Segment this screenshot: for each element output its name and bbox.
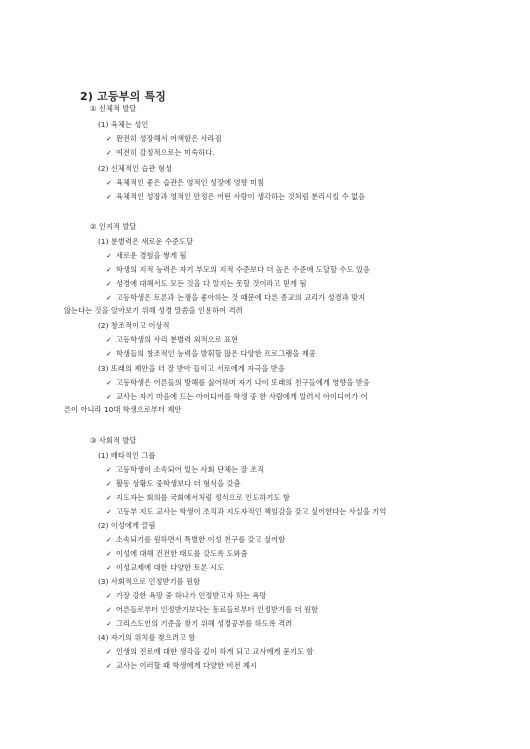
bullet-text: 고등부 지도 교사는 학생이 조직과 지도자적인 책임감을 갖고 싶어한다는 사실을 기억: [116, 507, 387, 516]
bullet-text: 교사는 이러할 때 학생에게 다양한 비전 제시: [116, 661, 258, 670]
bullet-item: [106, 378, 370, 388]
sub-heading: (1) 육체는 성인: [98, 120, 149, 129]
check-icon: ✓: [106, 606, 112, 614]
bullet-item: [106, 647, 314, 657]
bullet-item: [106, 178, 264, 188]
check-icon: ✓: [106, 280, 112, 288]
bullet-text: 지도자는 회의를 국회에서처럼 정식으로 인도하기도 함: [116, 493, 290, 502]
bullet-item: [106, 549, 248, 559]
section-heading: ③ 사회적 발달: [90, 436, 137, 445]
bullet-item: [106, 535, 285, 545]
bullet-item: [106, 507, 386, 517]
bullet-text: 완전히 성장해서 어색함은 사라짐: [116, 134, 222, 143]
sub-heading: (4) 자기의 위치를 찾으려고 함: [98, 633, 196, 642]
check-icon: ✓: [106, 294, 112, 302]
bullet-item: [106, 591, 267, 601]
bullet-continuation: 른이 아니라 10대 학생으로부터 제안: [64, 405, 182, 414]
check-icon: ✓: [106, 266, 112, 274]
check-icon: ✓: [106, 648, 112, 656]
bullet-text: 성경에 대해서도 모든 것을 다 알지는 못할 것이라고 믿게 됨: [116, 279, 307, 288]
check-icon: ✓: [106, 592, 112, 600]
check-icon: ✓: [106, 550, 112, 558]
bullet-item: [106, 493, 290, 503]
bullet-item: [106, 349, 316, 359]
bullet-text: 활동 상황도 중학생보다 더 형식을 갖춤: [116, 479, 241, 488]
bullet-text: 고등학생은 토론과 논쟁을 좋아하는 것 때문에 다른 종교의 교리가 성경과 맞지: [116, 293, 366, 302]
check-icon: ✓: [106, 508, 112, 516]
check-icon: ✓: [106, 620, 112, 628]
section-heading: ① 신체적 발달: [90, 104, 137, 113]
check-icon: ✓: [106, 564, 112, 572]
bullet-text: 가장 강한 욕망 중 하나가 인정받고자 하는 욕망: [116, 591, 267, 600]
bullet-text: 고등학생이 소속되어 있는 사회 단체는 잘 조직: [116, 465, 265, 474]
bullet-text: 고등학생은 어른들의 방해를 싫어하며 자기 나이 또래의 친구들에게 영향을 받음: [116, 378, 370, 387]
sub-heading: (1) 분별력은 새로운 수준도달: [98, 237, 194, 246]
bullet-text: 학생들의 창조적인 능력을 발휘할 많은 다양한 프로그램을 제공: [116, 349, 316, 358]
bullet-item: [106, 392, 368, 402]
section-heading: ② 인지적 발달: [90, 222, 137, 231]
check-icon: ✓: [106, 193, 112, 201]
bullet-text: 소속되기를 원하면서 특별한 이성 친구를 갖고 싶어함: [116, 535, 286, 544]
bullet-text: 이성교제에 대한 다양한 토론 시도: [116, 563, 225, 572]
check-icon: ✓: [106, 466, 112, 474]
bullet-text: 인생의 진로에 대한 생각을 깊이 하게 되고 교사에게 묻기도 함: [116, 647, 314, 656]
bullet-text: 그리스도인의 기준을 찾기 위해 성경공부를 하도록 격려: [116, 619, 293, 628]
bullet-text: 육체적인 성장과 영적인 안정은 어떤 사람이 생각하는 것처럼 분리시킬 수 없음: [116, 192, 366, 201]
check-icon: ✓: [106, 379, 112, 387]
check-icon: ✓: [106, 480, 112, 488]
bullet-item: [106, 251, 187, 261]
bullet-item: [106, 265, 370, 275]
bullet-item: [106, 335, 238, 345]
sub-heading: (3) 사회적으로 인정받기를 원함: [98, 577, 201, 586]
check-icon: ✓: [106, 393, 112, 401]
check-icon: ✓: [106, 350, 112, 358]
check-icon: ✓: [106, 149, 112, 157]
bullet-text: 육체적인 좋은 습관은 영적인 성장에 영향 미침: [116, 178, 265, 187]
sub-heading: (2) 이성에게 끌림: [98, 521, 156, 530]
check-icon: ✓: [106, 494, 112, 502]
bullet-item: [106, 192, 365, 202]
bullet-text: 여전히 감정적으로는 미숙하다.: [116, 148, 215, 157]
bullet-item: [106, 465, 264, 475]
bullet-item: [106, 605, 318, 615]
bullet-item: [106, 479, 241, 489]
sub-heading: (3) 또래의 제안을 더 잘 받아 들이고 서로에게 자극을 받음: [98, 364, 285, 373]
bullet-text: 이성에 대해 건전한 태도를 갖도록 도와줌: [116, 549, 248, 558]
bullet-item: [106, 619, 292, 629]
bullet-text: 고등학생의 사리 분별력 외적으로 표현: [116, 335, 239, 344]
bullet-item: [106, 134, 222, 144]
bullet-text: 교사는 자기 마음에 드는 아이디어를 학생 중 한 사람에게 알려서 아이디어가 어: [116, 392, 368, 401]
check-icon: ✓: [106, 135, 112, 143]
bullet-continuation: 않는다는 것을 알아보기 위해 성경 말씀을 인용하여 격려: [64, 306, 243, 315]
bullet-text: 학생의 지적 능력은 자기 부모의 지적 수준보다 더 높은 수준에 도달할 수도 있음: [116, 265, 370, 274]
check-icon: ✓: [106, 252, 112, 260]
check-icon: ✓: [106, 536, 112, 544]
bullet-text: 새로운 경험을 쌓게 됨: [116, 251, 187, 260]
bullet-item: [106, 148, 215, 158]
check-icon: ✓: [106, 179, 112, 187]
bullet-item: [106, 279, 307, 289]
bullet-text: 어른들로부터 인정받기보다는 동료들로부터 인정받기를 더 원함: [116, 605, 319, 614]
sub-heading: (1) 배타적인 그룹: [98, 451, 156, 460]
sub-heading: (2) 창조적이고 이상적: [98, 321, 170, 330]
check-icon: ✓: [106, 662, 112, 670]
check-icon: ✓: [106, 336, 112, 344]
bullet-item: [106, 661, 257, 671]
section-title: 2) 고등부의 특징: [80, 90, 167, 103]
bullet-item: [106, 293, 365, 303]
bullet-item: [106, 563, 224, 573]
sub-heading: (2) 신체적인 습관 형성: [98, 164, 172, 173]
